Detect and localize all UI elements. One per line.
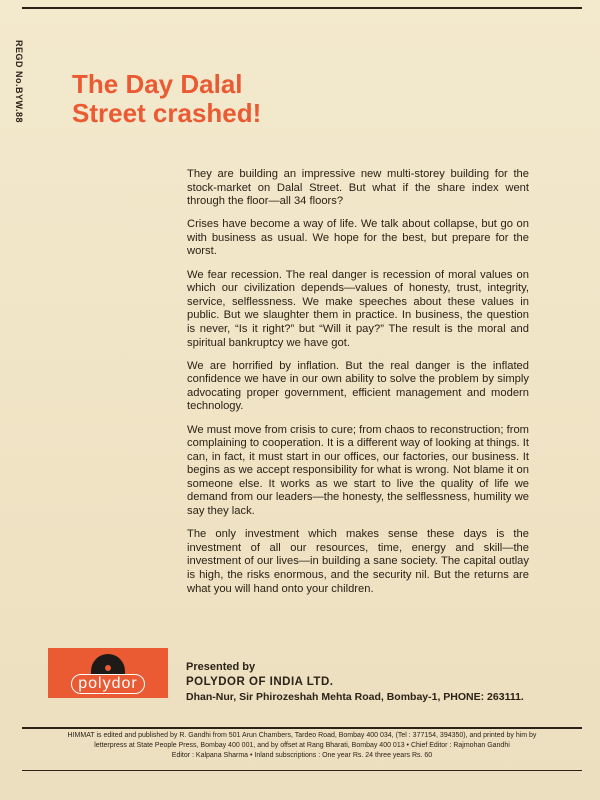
top-rule <box>22 7 582 9</box>
paragraph: They are building an impressive new multi-storey building for the stock-market on Dalal Street. But what if the share index went through the floor—all 34 floors? <box>187 168 529 208</box>
imprint-footer <box>26 731 578 761</box>
footer-bottom-rule <box>22 770 582 771</box>
paragraph: We fear recession. The real danger is recession of moral values on which our civilization depends—values of honesty, trust, integrity, service, selflessness. We make speeches about these values in public. But we slaughter them in practice. In business, the question is never, “Is it right?” but “Will it pay?” The result is the moral and spiritual bankruptcy we have got. <box>187 268 529 349</box>
headline <box>72 70 392 128</box>
paragraph: The only investment which makes sense these days is the investment of all our resources, time, energy and skill—the investment of our lives—in building a sane society. The capital outlay is high, the risks enormous, and the security nil. But the returns are what you will hand onto your children. <box>187 528 529 595</box>
company-name: POLYDOR OF INDIA LTD. <box>186 676 334 688</box>
paragraph: We must move from crisis to cure; from chaos to reconstruction; from complaining to cooperation. It is a different way of looking at things. It can, in fact, it must start in our offices, our factories, our business. It begins as we accept responsibility for what is wrong. Not blame it on someone else. It works as we start to live the quality of life we demand from our leaders—the honesty, the selflessness, humility we say they lack. <box>187 423 529 518</box>
imprint-line-2: letterpress at State People Press, Bombay 400 001, and by offset at Rang Bharati, Bombay 400 013 • Chief Editor : Rajmohan Gandhi <box>94 742 510 749</box>
headline-line-2: Street crashed! <box>72 98 262 128</box>
presented-by-label: Presented by <box>186 661 256 673</box>
polydor-logo <box>48 648 168 698</box>
headline-line-1: The Day Dalal <box>72 69 243 99</box>
paragraph: We are horrified by inflation. But the real danger is the inflated confidence we have in our own ability to solve the problem by simply advocating proper government, efficient management and modern technology. <box>187 359 529 413</box>
sponsor-block <box>186 660 586 705</box>
imprint-line-3: Editor : Kalpana Sharma • Inland subscriptions : One year Rs. 24 three years Rs. 60 <box>171 752 433 759</box>
logo-wordmark: polydor <box>71 674 144 694</box>
record-icon <box>91 654 125 674</box>
article-body <box>187 168 529 606</box>
paragraph: Crises have become a way of life. We talk about collapse, but go on with business as usual. We hope for the best, but prepare for the worst. <box>187 218 529 258</box>
company-address: Dhan-Nur, Sir Phirozeshah Mehta Road, Bombay-1, PHONE: 263111. <box>186 691 524 703</box>
imprint-line-1: HIMMAT is edited and published by R. Gandhi from 501 Arun Chambers, Tardeo Road, Bombay 400 034, (Tel : 377154, 394350), and printed by him by <box>67 732 537 739</box>
footer-top-rule <box>22 727 582 729</box>
registration-number: REGD No.BYW.88 <box>14 40 24 124</box>
